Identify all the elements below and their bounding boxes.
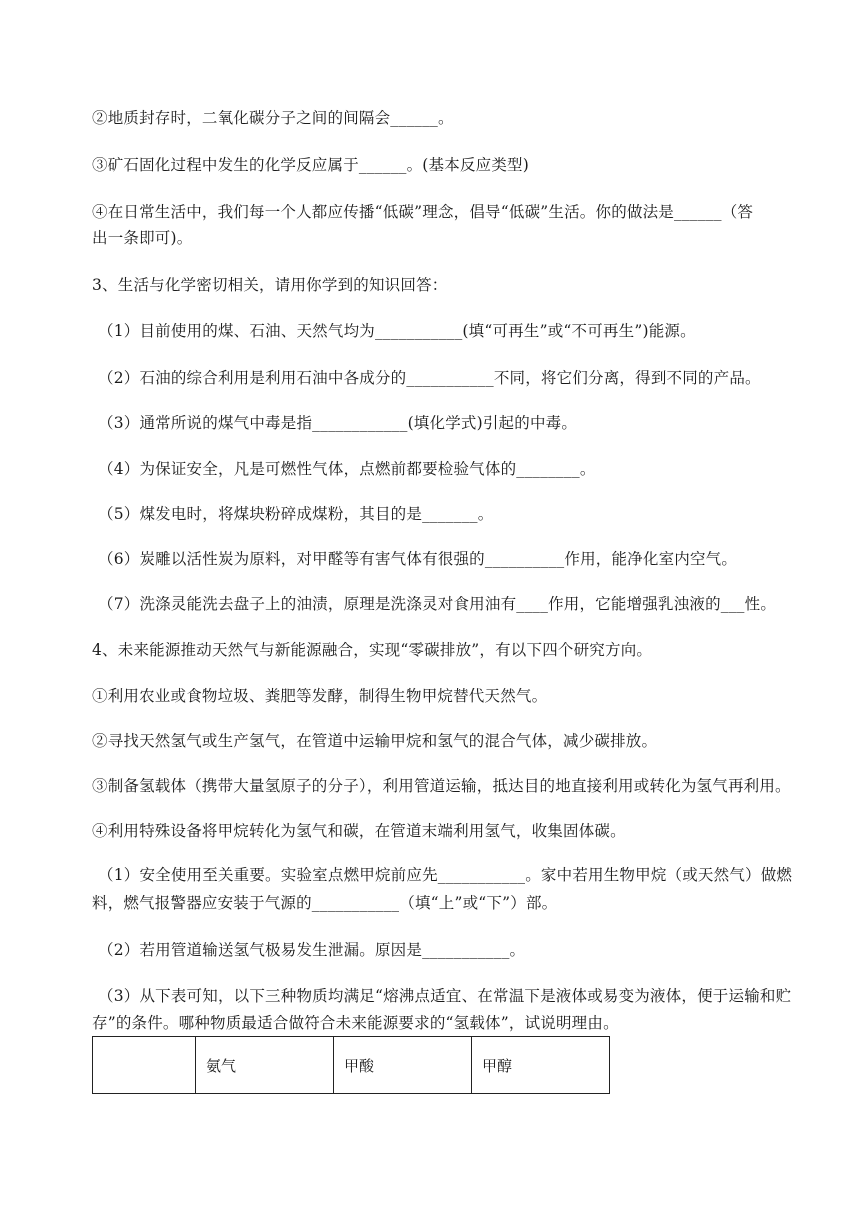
text-line: ③制备氢载体（携带大量氢原子的分子），利用管道运输，抵达目的地直接利用或转化为氢气再利用。 xyxy=(92,777,791,795)
text-line: （2）若用管道输送氢气极易发生泄漏。原因是___________。 xyxy=(98,941,526,959)
text-line: 出一条即可)。 xyxy=(92,229,193,247)
table-cell: 甲酸 xyxy=(334,1037,472,1094)
text-line: 料，燃气报警器应安装于气源的___________（填“上”或“下”）部。 xyxy=(92,894,558,912)
text-line: （2）石油的综合利用是利用石油中各成分的___________不同，将它们分离，得到不同的产品。 xyxy=(98,369,761,387)
text-line: ①利用农业或食物垃圾、粪肥等发酵，制得生物甲烷替代天然气。 xyxy=(92,687,548,705)
table-header-row xyxy=(93,1037,610,1094)
text-line: （3）从下表可知，以下三种物质均满足“熔沸点适宜、在常温下是液体或易变为液体，便于运输和贮 xyxy=(98,987,792,1005)
text-line: ④利用特殊设备将甲烷转化为氢气和碳，在管道末端利用氢气，收集固体碳。 xyxy=(92,822,626,840)
text-line: （5）煤发电时，将煤块粉碎成煤粉，其目的是_______。 xyxy=(98,505,494,523)
text-line: （3）通常所说的煤气中毒是指____________(填化学式)引起的中毒。 xyxy=(98,414,578,432)
text-line: （6）炭雕以活性炭为原料，对甲醛等有害气体有很强的__________作用，能净化室内空气。 xyxy=(98,550,738,568)
text-line: 3、生活与化学密切相关，请用你学到的知识回答： xyxy=(92,276,448,294)
text-line: ③矿石固化过程中发生的化学反应属于______。(基本反应类型) xyxy=(92,156,529,174)
substance-table xyxy=(92,1036,610,1094)
text-line: 存”的条件。哪种物质最适合做符合未来能源要求的“氢载体”，试说明理由。 xyxy=(92,1014,619,1032)
text-line: 4、未来能源推动天然气与新能源融合，实现“零碳排放”，有以下四个研究方向。 xyxy=(92,641,653,659)
text-line: ②地质封存时，二氧化碳分子之间的间隔会______。 xyxy=(92,109,454,127)
text-line: （1）目前使用的煤、石油、天然气均为___________(填“可再生”或“不可再生”)能源。 xyxy=(98,322,696,340)
text-line: ④在日常生活中，我们每一个人都应传播“低碳”理念，倡导“低碳”生活。你的做法是______（答 xyxy=(92,203,754,221)
text-line: （7）洗涤灵能洗去盘子上的油渍，原理是洗涤灵对食用油有____作用，它能增强乳浊液的___性。 xyxy=(98,595,777,613)
text-line: （1）安全使用至关重要。实验室点燃甲烷前应先___________。家中若用生物甲烷（或天然气）做燃 xyxy=(98,866,793,884)
text-line: ②寻找天然氢气或生产氢气，在管道中运输甲烷和氢气的混合气体，减少碳排放。 xyxy=(92,732,658,750)
text-line: （4）为保证安全，凡是可燃性气体，点燃前都要检验气体的________。 xyxy=(98,460,596,478)
table-cell: 氨气 xyxy=(196,1037,334,1094)
table-cell: 甲醇 xyxy=(472,1037,610,1094)
table-cell xyxy=(93,1037,196,1094)
